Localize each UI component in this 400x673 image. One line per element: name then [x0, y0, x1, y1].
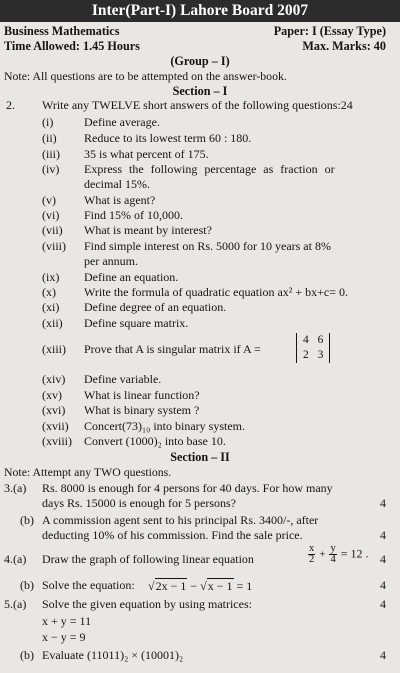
- q3b-text-continued: deducting 10% of his commission. Find the sale price.: [42, 528, 303, 542]
- item-number: (iv): [42, 162, 60, 176]
- q4b-number: (b): [20, 578, 34, 592]
- fraction-y-over-4: $\frac{y}{4}$: [330, 543, 336, 565]
- paper-type: Paper: I (Essay Type): [273, 24, 386, 38]
- fraction-x-over-2: $\frac{x}{2}$: [309, 543, 315, 565]
- item-number: (xvi): [42, 403, 66, 417]
- q4b-equation: √2x − 1 − √x − 1 = 1: [148, 579, 253, 593]
- general-note: Note: All questions are to be attempted on the answer-book.: [4, 69, 287, 83]
- short-question: Convert (1000)₂ into base 10.: [84, 434, 226, 448]
- q5b-number: (b): [20, 648, 34, 662]
- q5a-marks: 4: [380, 597, 386, 611]
- q3a-number: 3.(a): [4, 481, 27, 495]
- radicand-1: 2x − 1: [155, 579, 187, 593]
- radicand-2: x − 1: [207, 579, 233, 593]
- short-question: Define square matrix.: [84, 316, 189, 330]
- section-2-note: Note: Attempt any TWO questions.: [4, 465, 172, 479]
- q4b-rhs: = 1: [236, 579, 253, 593]
- short-question: What is binary system ?: [84, 403, 200, 417]
- short-question: Define average.: [84, 115, 160, 129]
- matrix-a: [293, 333, 330, 363]
- short-question: Reduce to its lowest term 60 : 180.: [84, 131, 252, 145]
- item-number: (xiv): [42, 372, 66, 386]
- group-label: (Group – I): [170, 54, 230, 68]
- q4a-number: 4.(a): [4, 552, 27, 566]
- q3a-text: Rs. 8000 is enough for 4 persons for 40 days. For how many: [42, 481, 333, 495]
- q3b-marks: 4: [380, 528, 386, 542]
- section-1-title: Section – I: [172, 84, 228, 98]
- item-number: (ii): [42, 131, 57, 145]
- q5a-number: 5.(a): [4, 597, 27, 611]
- question-2-instruction: Write any TWELVE short answers of the following questions:24: [42, 98, 353, 112]
- short-question: Define variable.: [84, 372, 162, 386]
- short-question: Find 15% of 10,000.: [84, 208, 183, 222]
- item-number: (xiii): [42, 342, 66, 356]
- item-number: (v): [42, 193, 56, 207]
- q4a-rhs: = 12 .: [340, 546, 369, 561]
- short-question-continued: decimal 15%.: [84, 177, 150, 191]
- short-question: What is agent?: [84, 193, 156, 207]
- short-question: Express the following percentage as fraction or: [84, 162, 335, 176]
- short-question: 35 is what percent of 175.: [84, 147, 209, 161]
- item-number: (i): [42, 115, 54, 129]
- short-question: What is meant by interest?: [84, 223, 212, 237]
- q4b-text: Solve the equation:: [42, 578, 135, 592]
- q5a-text: Solve the given equation by using matrices:: [42, 597, 252, 611]
- q3a-text-continued: days Rs. 15000 is enough for 5 persons?: [42, 496, 236, 510]
- matrix-brackets: [296, 333, 330, 363]
- item-number: (ix): [42, 270, 60, 284]
- item-number: (viii): [42, 239, 66, 253]
- q4a-marks: 4: [380, 552, 386, 566]
- item-number: (xviii): [42, 434, 72, 448]
- subject-name: Business Mathematics: [4, 24, 120, 38]
- q4a-text: Draw the graph of following linear equation: [42, 552, 254, 566]
- matrix-row-1: 4 6: [303, 334, 324, 346]
- q5b-marks: 4: [380, 648, 386, 662]
- item-number: (xv): [42, 388, 62, 402]
- short-question: Find simple interest on Rs. 5000 for 10 years at 8%: [84, 239, 331, 253]
- q4a-equation: $\frac{x}{2}$ + $\frac{y}{4}$ = 12 .: [309, 543, 369, 565]
- short-question: Prove that A is singular matrix if A =: [84, 342, 261, 356]
- q3b-number: (b): [20, 513, 34, 527]
- section-2-title: Section – II: [170, 450, 230, 464]
- item-number: (vi): [42, 208, 60, 222]
- q4b-marks: 4: [380, 578, 386, 592]
- short-question: Concert(73)₁₀ into binary system.: [84, 419, 246, 433]
- short-question: What is linear function?: [84, 388, 200, 402]
- q5b-text: Evaluate (11011)₂ × (10001)₂: [42, 648, 184, 662]
- item-number: (iii): [42, 147, 60, 161]
- q5a-equation-2: x − y = 9: [42, 630, 86, 644]
- short-question: Define degree of an equation.: [84, 300, 227, 314]
- short-question: Write the formula of quadratic equation ax² + bx+c= 0.: [84, 285, 348, 299]
- radical-sign-icon: √: [148, 579, 155, 593]
- item-number: (vii): [42, 223, 63, 237]
- paper-title-banner: Inter(Part-I) Lahore Board 2007: [0, 0, 400, 22]
- q3a-marks: 4: [380, 496, 386, 510]
- item-number: (xi): [42, 300, 60, 314]
- short-question: Define an equation.: [84, 270, 179, 284]
- question-2-number: 2.: [6, 98, 15, 112]
- item-number: (xvii): [42, 419, 69, 433]
- q5a-equation-1: x + y = 11: [42, 614, 92, 628]
- time-allowed: Time Allowed: 1.45 Hours: [4, 39, 140, 53]
- matrix-row-2: 2 3: [303, 349, 324, 361]
- radical-sign-icon: √: [200, 579, 207, 593]
- short-question-continued: per annum.: [84, 254, 138, 268]
- max-marks: Max. Marks: 40: [302, 39, 386, 53]
- item-number: (xii): [42, 316, 63, 330]
- item-number: (x): [42, 285, 56, 299]
- q3b-text: A commission agent sent to his principal Rs. 3400/-, after: [42, 513, 319, 527]
